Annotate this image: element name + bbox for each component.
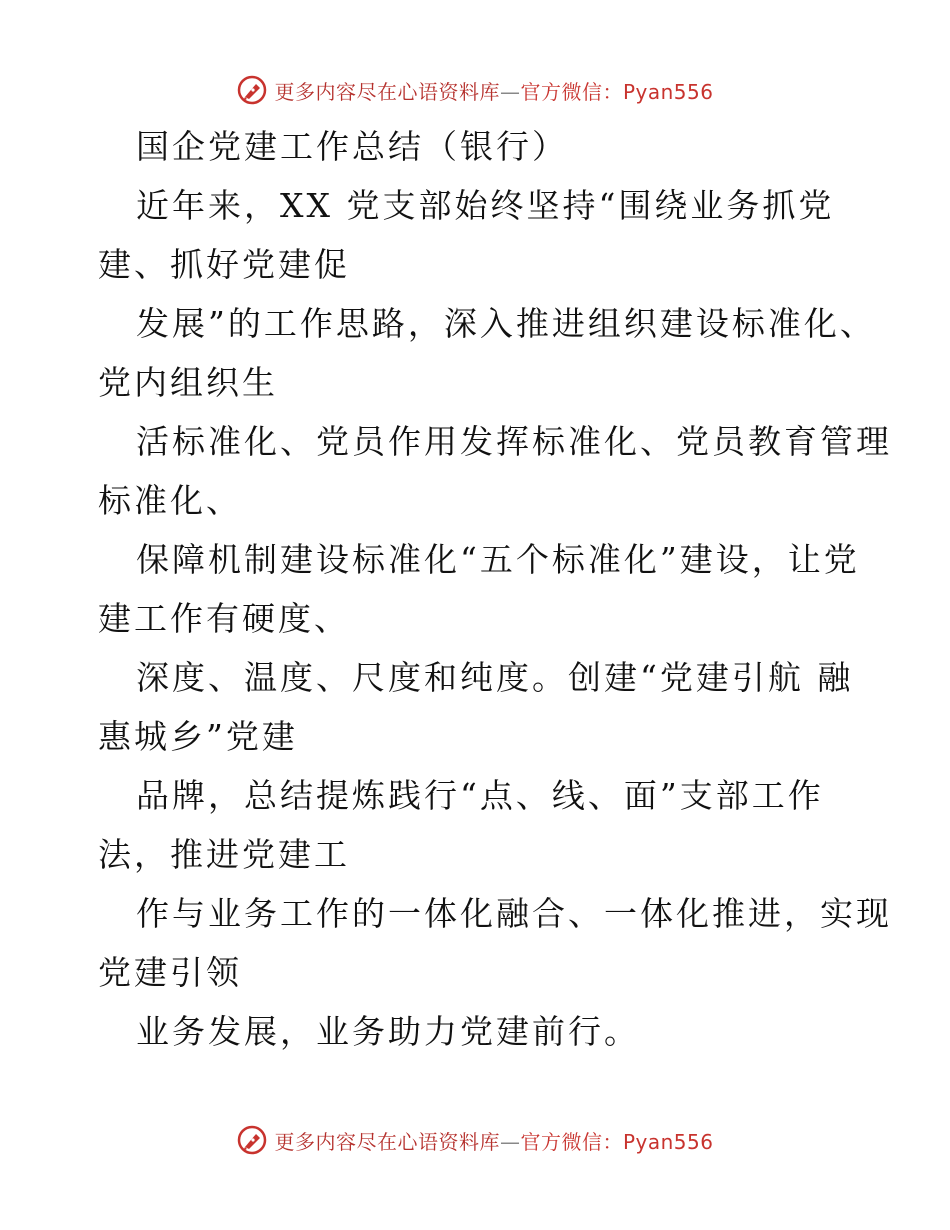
text-line: 惠城乡”党建 [98,717,298,756]
text-line: 品牌，总结提炼践行“点、线、面”支部工作 [136,776,824,815]
text-line: 标准化、 [98,481,242,520]
watermark-text [274,1126,713,1155]
watermark-contact: 官方微信：Pyan556 [520,1129,714,1154]
header-watermark [0,70,950,110]
text-line: 发展”的工作思路，深入推进组织建设标准化、 [136,304,876,343]
watermark-text [274,76,713,105]
text-line: 法，推进党建工 [98,835,350,874]
text-line: 活标准化、党员作用发挥标准化、党员教育管理 [136,422,892,461]
text-line: 深度、温度、尺度和纯度。创建“党建引航 融 [136,658,854,697]
footer-watermark [0,1120,950,1160]
watermark-brand: 更多内容尽在心语资料库 [274,1129,500,1154]
pen-nib-circle-icon [236,1124,268,1156]
watermark-brand: 更多内容尽在心语资料库 [274,79,500,104]
text-line: 党建引领 [98,953,242,992]
text-line: 保障机制建设标准化“五个标准化”建设，让党 [136,540,860,579]
text-line: 作与业务工作的一体化融合、一体化推进，实现 [136,894,892,933]
pen-nib-circle-icon [236,74,268,106]
text-line: 建、抓好党建促 [98,245,350,284]
text-line: 建工作有硬度、 [98,599,350,638]
text-line: 近年来，XX 党支部始终坚持“围绕业务抓党 [136,186,835,225]
watermark-contact: 官方微信：Pyan556 [520,79,714,104]
text-line: 党内组织生 [98,363,278,402]
watermark-separator: — [499,1129,521,1154]
watermark-separator: — [499,79,521,104]
document-title: 国企党建工作总结（银行） [136,127,568,166]
text-line: 业务发展，业务助力党建前行。 [136,1012,640,1051]
